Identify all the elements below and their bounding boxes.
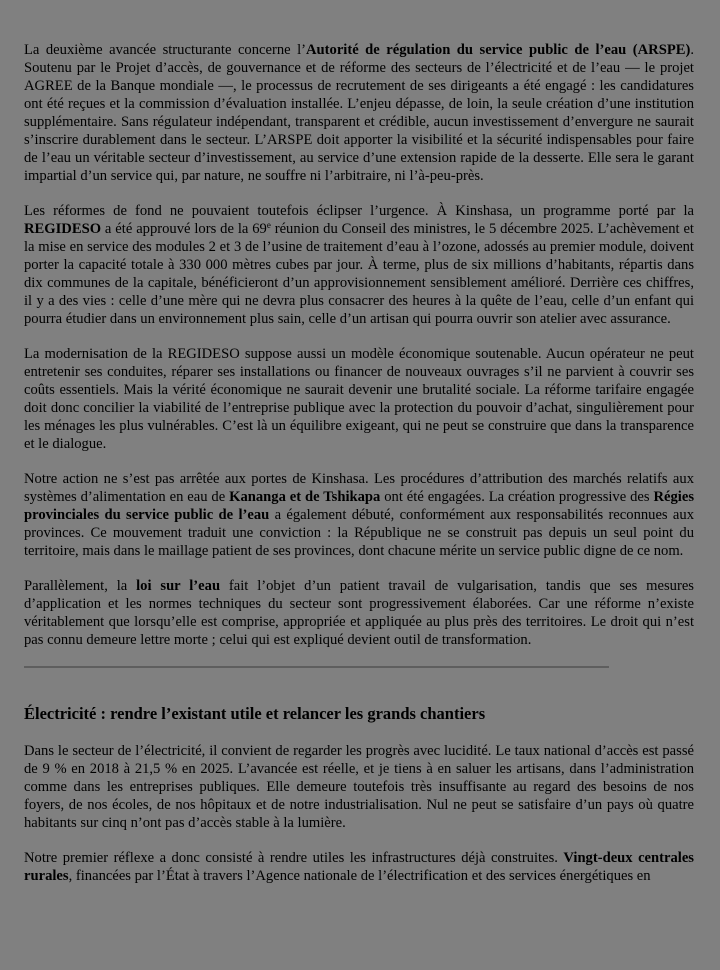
paragraph: [24, 345, 694, 453]
text-run: a été approuvé lors de la 69: [101, 221, 267, 237]
paragraph: [24, 742, 694, 832]
paragraph: [24, 202, 694, 328]
text-run: a également débuté, conformément aux responsabilités reconnues aux provinces. Ce mouvement traduit une conviction : la République ne se construit pas depuis un seul point du territoire, mais dans le maillage patient de ses provinces, dont chacune mérite un service public digne de ce nom.: [24, 507, 695, 559]
text-run: La modernisation de la REGIDESO suppose aussi un modèle économique soutenable. Aucun opérateur ne peut entretenir ses conduites, réparer ses installations ou financer de nouveaux ouvrages s’il ne parvient à couvrir ses coûts essentiels. Mais la vérité économique ne saurait devenir une brutalité sociale. La réforme tarifaire engagée doit donc concilier la viabilité de l’entreprise publique avec la protection du pouvoir d’achat, singulièrement pour les ménages les plus vulnérables. C’est là un équilibre exigeant, qui ne peut se construire que dans la transparence et le dialogue.: [24, 346, 694, 452]
text-run: Dans le secteur de l’électricité, il convient de regarder les progrès avec lucidité. Le taux national d’accès est passé de 9 % en 2018 à 21,5 % en 2025. L’avancée est réelle, et je tiens à en saluer les artisans, dans l’administration comme dans les entreprises publiques. Elle demeure toutefois très insuffisante au regard des besoins de nos foyers, de nos écoles, de nos hôpitaux et de notre industrialisation. Nul ne peut se satisfaire d’un pays où quatre habitants sur cinq n’ont pas d’accès stable à la lumière.: [24, 743, 694, 831]
paragraph: [24, 577, 694, 649]
ordinal-superscript: e: [266, 220, 271, 230]
bold-phrase: Autorité de régulation du service public de l’eau (ARSPE): [306, 42, 691, 58]
section-divider: [24, 666, 609, 668]
text-run: fait l’objet d’un patient travail de vulgarisation, tandis que ses mesures d’application et les normes techniques du secteur sont progressivement élaborées. Car une réforme n’existe véritablement que lorsqu’elle est comprise, appropriée et appliquée au plus près des territoires. Le droit qui n’est pas connu demeure lettre morte ; celui qui est expliqué devient outil de transformation.: [24, 578, 694, 648]
text-run: Les réformes de fond ne pouvaient toutefois éclipser l’urgence. À Kinshasa, un programme porté par la: [24, 203, 694, 219]
bold-phrase: Kananga et de Tshikapa: [229, 489, 381, 505]
text-run: La deuxième avancée structurante concerne l’: [24, 42, 307, 58]
text-run: , financées par l’État à travers l’Agence nationale de l’électrification et des services énergétiques en: [68, 868, 651, 884]
text-run: Parallèlement, la: [24, 578, 137, 594]
bold-phrase: Régies provinciales du service public de l’eau: [24, 489, 694, 523]
paragraph: [24, 41, 694, 185]
bold-phrase: Vingt-deux centrales rurales: [24, 850, 694, 884]
text-run: réunion du Conseil des ministres, le 5 décembre 2025. L’achèvement et la mise en service des modules 2 et 3 de l’usine de traitement d’eau à l’ozone, adossés au premier module, doivent porter la capacité totale à 330 000 mètres cubes par jour. À terme, plus de six millions d’habitants, répartis dans dix communes de la capitale, bénéficieront d’un approvisionnement sensiblement amélioré. Derrière ces chiffres, il y a des vies : celle d’une mère qui ne devra plus consacrer des heures à la quête de l’eau, celle d’un enfant qui pourra étudier dans un environnement plus sain, celle d’un artisan qui pourra ouvrir son atelier avec assurance.: [24, 221, 694, 327]
section-title: Électricité : rendre l’existant utile et relancer les grands chantiers: [24, 704, 486, 723]
paragraphs-before: [24, 41, 694, 649]
text-run: ont été engagées. La création progressive des: [380, 489, 654, 505]
text-run: . Soutenu par le Projet d’accès, de gouvernance et de réforme des secteurs de l’électricité et de l’eau — le projet AGREE de la Banque mondiale —, le processus de recrutement de ses dirigeants a été engagé : les candidatures ont été reçues et la commission d’évaluation installée. L’enjeu dépasse, de loin, la seule création d’une institution supplémentaire. Sans régulateur indépendant, transparent et crédible, aucun investissement d’envergure ne saurait s’inscrire durablement dans le secteur. L’ARSPE doit apporter la visibilité et la sécurité indispensables pour faire de l’eau un véritable secteur d’investissement, au service d’une extension rapide de la desserte. Elle sera le garant impartial d’un service qui, par nature, ne souffre ni l’arbitraire, ni l’à-peu-près.: [24, 42, 694, 184]
bold-phrase: REGIDESO: [24, 221, 102, 237]
bold-phrase: loi sur l’eau: [136, 578, 221, 594]
paragraph: [24, 470, 694, 560]
paragraph: [24, 849, 694, 885]
text-run: Notre premier réflexe a donc consisté à rendre utiles les infrastructures déjà construites.: [24, 850, 564, 866]
text-run: Notre action ne s’est pas arrêtée aux portes de Kinshasa. Les procédures d’attribution des marchés relatifs aux systèmes d’alimentation en eau de: [24, 471, 694, 505]
document-body: [24, 41, 694, 902]
paragraphs-after: [24, 742, 694, 885]
